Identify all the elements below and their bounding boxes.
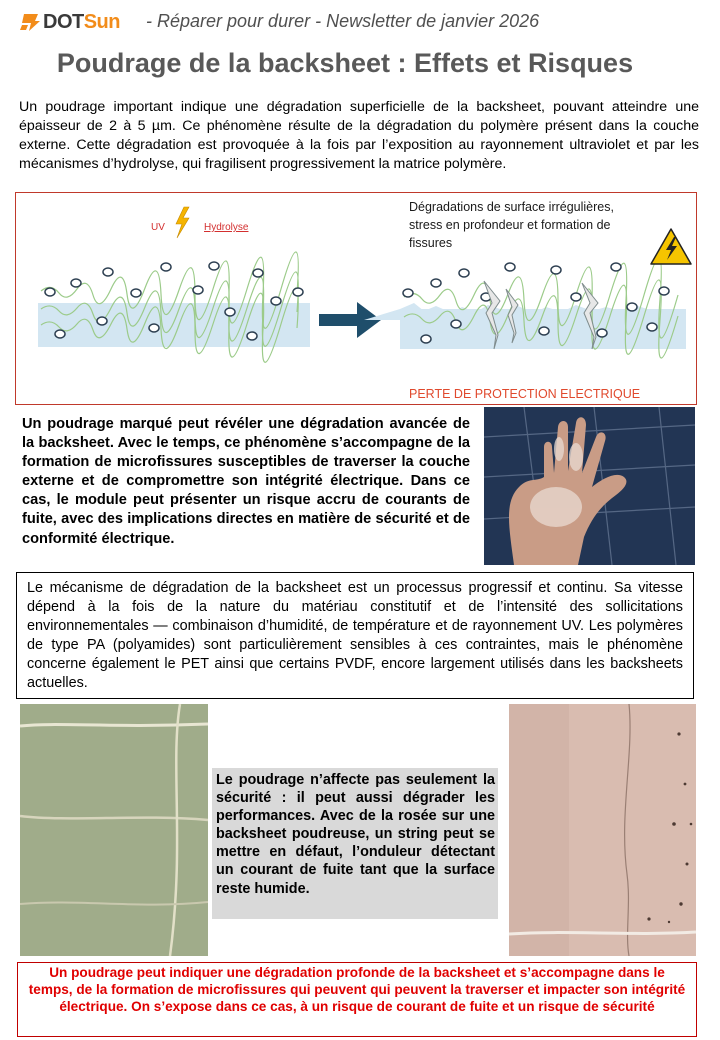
uv-label: UV [151,222,165,233]
mechanism-paragraph-box: Le mécanisme de dégradation de la backsheet est un processus progressif et continu. Sa vitesse dépend à la fois de la nature du matériau constitutif et de l’intensité des sollicitations environnementales — combinaison d’humidité, de température et de rayonnement UV. Les polymères de type PA (polyamides) sont particulièrement sensibles à ces contraintes, mais le phénomène concerne également le PET ainsi que certains PVDF, encore largement utilisés dans les backsheets actuelles. [16,572,694,699]
logo-mark-icon [20,12,40,32]
cracked-pink-backsheet-photo [509,704,696,956]
newsletter-subtitle: - Réparer pour durer - Newsletter de janvier 2026 [146,11,540,31]
degradation-text-line1: Dégradations de surface irrégulières, [409,200,614,214]
advanced-degradation-paragraph: Un poudrage marqué peut révéler une dégradation avancée de la backsheet. Avec le temps, ce phénomène s’accompagne de la formation de microfissures susceptibles de traverser la couche externe et de compromettre son intégrité électrique. Dans ce cas, le module peut présenter un risque accru de courants de fuite, avec des implications directes en matière de sécurité et de conformité électrique. [22,416,470,547]
logo-text-sun: Sun [83,11,120,33]
intro-paragraph: Un poudrage important indique une dégradation superficielle de la backsheet, pouvant atteindre une épaisseur de 2 à 5 µm. Ce phénomène résulte de la dégradation du polymère présent dans la couche externe. Cette dégradation est provoquée à la fois par l’exposition au rayonnement ultraviolet et par les mécanismes d’hydrolyse, qui fragilisent progressivement la matrice polymère. [19,99,699,172]
dotsun-logo [20,10,120,34]
lightning-icon [176,207,189,238]
degradation-text-line3: fissures [409,236,453,250]
logo-text-dot: DOT [43,11,84,33]
page-title: Poudrage de la backsheet : Effets et Risques [56,48,634,78]
cracked-green-backsheet-photo [20,704,208,956]
conclusion-red-box: Un poudrage peut indiquer une dégradation profonde de la backsheet et s’accompagne dans le temps, de la formation de microfissures qui peuvent qui peuvent la traverser et impacter son intégrité électrique. On s’expose dans ce cas, à un risque de courant de fuite et un risque de sécurité [17,962,697,1037]
degradation-diagram [15,192,697,405]
electrical-warning-icon [651,229,691,264]
hydrolyse-label: Hydrolyse [204,222,249,233]
degradation-text-line2: stress en profondeur et formation de [409,218,611,232]
diagram-illustration [16,193,696,404]
powdered-hand-photo [484,407,695,565]
performance-grey-box: Le poudrage n’affecte pas seulement la sécurité : il peut aussi dégrader les performances. Avec de la rosée sur une backsheet poudreuse, un string peut se mettre en défaut, l’onduleur détectant un courant de fuite tant que la surface reste humide. [212,768,498,919]
loss-protection-label: PERTE DE PROTECTION ELECTRIQUE [409,387,641,401]
